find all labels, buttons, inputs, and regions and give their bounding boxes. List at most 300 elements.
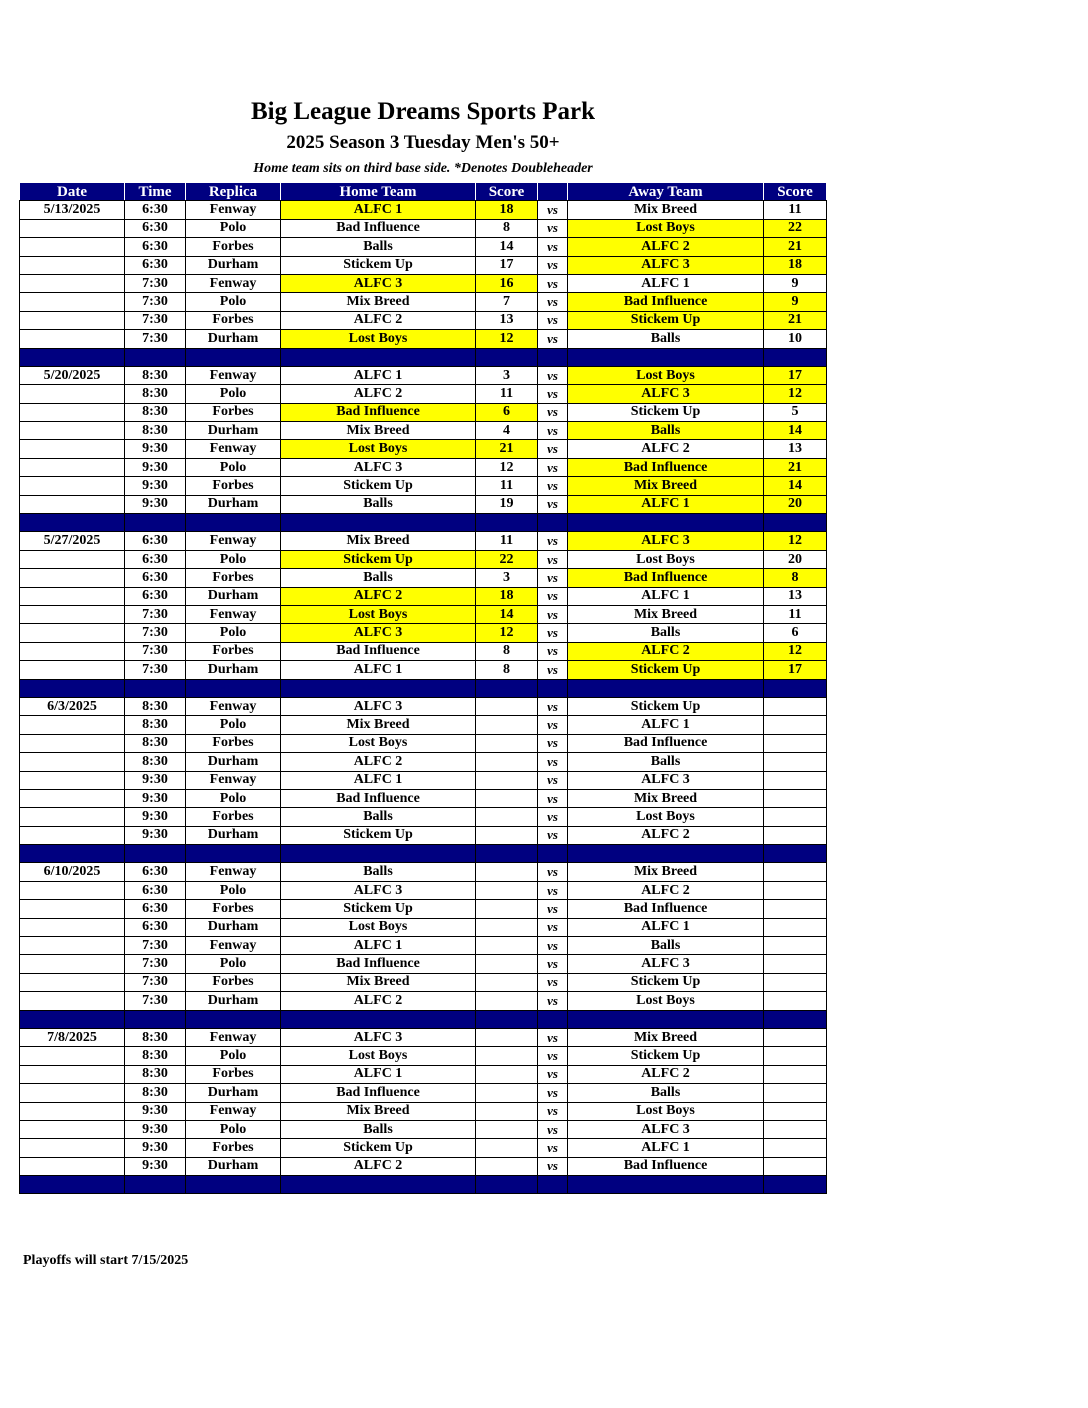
away-team: Mix Breed — [568, 201, 764, 219]
away-team: ALFC 2 — [568, 826, 764, 844]
home-team: Mix Breed — [281, 422, 476, 440]
game-time: 9:30 — [125, 1157, 186, 1175]
game-time: 8:30 — [125, 1047, 186, 1065]
away-team: Lost Boys — [568, 1102, 764, 1120]
vs-label: vs — [538, 458, 568, 476]
separator-cell — [568, 679, 764, 697]
home-team: Balls — [281, 238, 476, 256]
away-team: Balls — [568, 753, 764, 771]
home-score — [476, 808, 538, 826]
separator-cell — [538, 514, 568, 532]
game-date: 6/10/2025 — [20, 863, 125, 881]
away-team: Balls — [568, 330, 764, 348]
game-date — [20, 495, 125, 513]
vs-label: vs — [538, 900, 568, 918]
game-date — [20, 311, 125, 329]
home-score: 7 — [476, 293, 538, 311]
game-date — [20, 826, 125, 844]
game-date — [20, 477, 125, 495]
home-score — [476, 1139, 538, 1157]
game-date: 5/20/2025 — [20, 366, 125, 384]
separator-cell — [20, 679, 125, 697]
game-field: Forbes — [186, 1139, 281, 1157]
col-header-home-team: Home Team — [281, 183, 476, 201]
game-date — [20, 256, 125, 274]
home-score: 22 — [476, 550, 538, 568]
game-field: Fenway — [186, 937, 281, 955]
game-time: 8:30 — [125, 1028, 186, 1046]
game-row — [20, 311, 827, 329]
game-row — [20, 1047, 827, 1065]
away-score: 14 — [764, 477, 827, 495]
col-header-home-score: Score — [476, 183, 538, 201]
game-date — [20, 808, 125, 826]
game-field: Polo — [186, 293, 281, 311]
game-row — [20, 422, 827, 440]
home-score — [476, 918, 538, 936]
vs-label: vs — [538, 293, 568, 311]
col-header-replica: Replica — [186, 183, 281, 201]
away-team: Balls — [568, 422, 764, 440]
vs-label: vs — [538, 550, 568, 568]
game-time: 7:30 — [125, 937, 186, 955]
vs-label: vs — [538, 201, 568, 219]
away-team: Lost Boys — [568, 366, 764, 384]
game-time: 6:30 — [125, 550, 186, 568]
home-team: Lost Boys — [281, 330, 476, 348]
separator-cell — [186, 514, 281, 532]
col-header-away-score: Score — [764, 183, 827, 201]
away-team: Stickem Up — [568, 311, 764, 329]
game-date — [20, 1120, 125, 1138]
separator-cell — [476, 845, 538, 863]
home-team: Mix Breed — [281, 293, 476, 311]
game-time: 9:30 — [125, 771, 186, 789]
home-team: Lost Boys — [281, 1047, 476, 1065]
game-row — [20, 734, 827, 752]
game-row — [20, 385, 827, 403]
home-team: Bad Influence — [281, 219, 476, 237]
away-team: Lost Boys — [568, 808, 764, 826]
home-team: Bad Influence — [281, 789, 476, 807]
home-score — [476, 1028, 538, 1046]
away-team: Stickem Up — [568, 973, 764, 991]
game-field: Forbes — [186, 900, 281, 918]
away-score: 8 — [764, 569, 827, 587]
game-date — [20, 403, 125, 421]
vs-label: vs — [538, 661, 568, 679]
game-row — [20, 440, 827, 458]
away-score — [764, 973, 827, 991]
away-score: 12 — [764, 385, 827, 403]
separator-cell — [125, 1010, 186, 1028]
away-score: 12 — [764, 642, 827, 660]
game-time: 6:30 — [125, 900, 186, 918]
separator-cell — [281, 514, 476, 532]
home-team: Bad Influence — [281, 403, 476, 421]
vs-label: vs — [538, 219, 568, 237]
home-score: 12 — [476, 458, 538, 476]
separator-cell — [538, 1176, 568, 1194]
game-date — [20, 385, 125, 403]
home-score: 11 — [476, 477, 538, 495]
home-team: Mix Breed — [281, 716, 476, 734]
away-team: ALFC 1 — [568, 274, 764, 292]
game-date — [20, 661, 125, 679]
game-row — [20, 1084, 827, 1102]
home-score — [476, 826, 538, 844]
away-team: Balls — [568, 624, 764, 642]
game-row — [20, 1028, 827, 1046]
away-team: Lost Boys — [568, 219, 764, 237]
home-score: 13 — [476, 311, 538, 329]
home-team: ALFC 3 — [281, 274, 476, 292]
game-row — [20, 881, 827, 899]
away-score — [764, 826, 827, 844]
away-team: Stickem Up — [568, 697, 764, 715]
home-score: 8 — [476, 661, 538, 679]
playoffs-note: Playoffs will start 7/15/2025 — [23, 1253, 189, 1268]
separator-cell — [764, 679, 827, 697]
separator-cell — [476, 679, 538, 697]
vs-label: vs — [538, 256, 568, 274]
vs-label: vs — [538, 973, 568, 991]
away-team: ALFC 2 — [568, 881, 764, 899]
home-score — [476, 973, 538, 991]
game-row — [20, 256, 827, 274]
away-score — [764, 753, 827, 771]
game-time: 9:30 — [125, 808, 186, 826]
separator-cell — [281, 1176, 476, 1194]
home-team: ALFC 3 — [281, 624, 476, 642]
game-field: Fenway — [186, 366, 281, 384]
game-row — [20, 808, 827, 826]
game-field: Durham — [186, 992, 281, 1010]
vs-label: vs — [538, 1120, 568, 1138]
separator-cell — [125, 679, 186, 697]
game-field: Fenway — [186, 201, 281, 219]
vs-label: vs — [538, 403, 568, 421]
game-date — [20, 1047, 125, 1065]
separator-cell — [20, 845, 125, 863]
away-team: Mix Breed — [568, 863, 764, 881]
separator-cell — [281, 1010, 476, 1028]
game-date: 7/8/2025 — [20, 1028, 125, 1046]
game-field: Durham — [186, 826, 281, 844]
week-separator — [20, 1176, 827, 1194]
game-date — [20, 569, 125, 587]
game-field: Durham — [186, 330, 281, 348]
game-date — [20, 937, 125, 955]
away-score: 20 — [764, 495, 827, 513]
week-separator — [20, 679, 827, 697]
home-team: ALFC 2 — [281, 385, 476, 403]
home-team: Lost Boys — [281, 734, 476, 752]
home-team: ALFC 1 — [281, 1065, 476, 1083]
home-score: 21 — [476, 440, 538, 458]
game-row — [20, 826, 827, 844]
game-field: Fenway — [186, 697, 281, 715]
home-team: ALFC 2 — [281, 1157, 476, 1175]
away-score: 21 — [764, 311, 827, 329]
home-score: 14 — [476, 238, 538, 256]
away-team: Bad Influence — [568, 900, 764, 918]
game-date — [20, 440, 125, 458]
game-time: 7:30 — [125, 274, 186, 292]
game-field: Durham — [186, 256, 281, 274]
game-row — [20, 569, 827, 587]
game-field: Fenway — [186, 274, 281, 292]
home-score — [476, 1065, 538, 1083]
game-date — [20, 293, 125, 311]
away-team: ALFC 1 — [568, 918, 764, 936]
away-team: Stickem Up — [568, 1047, 764, 1065]
home-team: ALFC 2 — [281, 753, 476, 771]
game-time: 9:30 — [125, 495, 186, 513]
game-date — [20, 753, 125, 771]
game-time: 8:30 — [125, 716, 186, 734]
home-team: ALFC 2 — [281, 587, 476, 605]
away-score: 22 — [764, 219, 827, 237]
home-score: 6 — [476, 403, 538, 421]
game-row — [20, 863, 827, 881]
home-team: Stickem Up — [281, 550, 476, 568]
game-date: 5/27/2025 — [20, 532, 125, 550]
home-score — [476, 789, 538, 807]
home-score: 18 — [476, 201, 538, 219]
vs-label: vs — [538, 771, 568, 789]
separator-cell — [20, 348, 125, 366]
vs-label: vs — [538, 955, 568, 973]
game-field: Fenway — [186, 863, 281, 881]
game-row — [20, 605, 827, 623]
home-team: Stickem Up — [281, 1139, 476, 1157]
game-time: 6:30 — [125, 219, 186, 237]
home-team: ALFC 1 — [281, 937, 476, 955]
away-team: Balls — [568, 1084, 764, 1102]
game-row — [20, 219, 827, 237]
game-row — [20, 1157, 827, 1175]
game-row — [20, 992, 827, 1010]
game-field: Polo — [186, 458, 281, 476]
vs-label: vs — [538, 1139, 568, 1157]
game-time: 8:30 — [125, 422, 186, 440]
away-score: 20 — [764, 550, 827, 568]
game-time: 9:30 — [125, 458, 186, 476]
away-team: Lost Boys — [568, 992, 764, 1010]
separator-cell — [125, 514, 186, 532]
game-time: 7:30 — [125, 330, 186, 348]
vs-label: vs — [538, 1084, 568, 1102]
game-date — [20, 238, 125, 256]
game-field: Fenway — [186, 771, 281, 789]
game-field: Polo — [186, 789, 281, 807]
game-field: Forbes — [186, 238, 281, 256]
away-team: Mix Breed — [568, 605, 764, 623]
away-team: ALFC 1 — [568, 495, 764, 513]
game-field: Polo — [186, 1047, 281, 1065]
away-team: Mix Breed — [568, 789, 764, 807]
away-team: Bad Influence — [568, 734, 764, 752]
away-team: ALFC 3 — [568, 256, 764, 274]
home-team: Stickem Up — [281, 826, 476, 844]
vs-label: vs — [538, 881, 568, 899]
separator-cell — [538, 845, 568, 863]
vs-label: vs — [538, 1102, 568, 1120]
game-field: Fenway — [186, 1102, 281, 1120]
vs-label: vs — [538, 587, 568, 605]
separator-cell — [764, 348, 827, 366]
home-team: ALFC 1 — [281, 201, 476, 219]
game-field: Polo — [186, 550, 281, 568]
home-team: Mix Breed — [281, 532, 476, 550]
separator-cell — [764, 1176, 827, 1194]
home-team: ALFC 1 — [281, 661, 476, 679]
home-team: ALFC 2 — [281, 992, 476, 1010]
home-team: Balls — [281, 495, 476, 513]
away-team: ALFC 2 — [568, 440, 764, 458]
home-team: Mix Breed — [281, 973, 476, 991]
separator-cell — [538, 1010, 568, 1028]
game-date — [20, 973, 125, 991]
game-time: 9:30 — [125, 1102, 186, 1120]
week-separator — [20, 348, 827, 366]
home-score — [476, 697, 538, 715]
home-score — [476, 937, 538, 955]
away-score: 21 — [764, 458, 827, 476]
game-field: Durham — [186, 495, 281, 513]
game-field: Forbes — [186, 642, 281, 660]
away-team: Balls — [568, 937, 764, 955]
game-field: Fenway — [186, 1028, 281, 1046]
away-score — [764, 771, 827, 789]
game-row — [20, 403, 827, 421]
away-score — [764, 937, 827, 955]
separator-cell — [186, 679, 281, 697]
away-team: Mix Breed — [568, 477, 764, 495]
away-score — [764, 697, 827, 715]
away-score: 12 — [764, 532, 827, 550]
away-score: 13 — [764, 587, 827, 605]
away-team: ALFC 3 — [568, 532, 764, 550]
separator-cell — [568, 1176, 764, 1194]
separator-cell — [538, 679, 568, 697]
game-row — [20, 642, 827, 660]
game-field: Polo — [186, 881, 281, 899]
home-score: 19 — [476, 495, 538, 513]
separator-cell — [20, 514, 125, 532]
game-row — [20, 274, 827, 292]
home-team: Balls — [281, 569, 476, 587]
game-row — [20, 550, 827, 568]
away-team: Bad Influence — [568, 1157, 764, 1175]
away-score — [764, 716, 827, 734]
vs-label: vs — [538, 1028, 568, 1046]
home-team: ALFC 1 — [281, 366, 476, 384]
away-score — [764, 863, 827, 881]
game-row — [20, 955, 827, 973]
game-row — [20, 918, 827, 936]
separator-cell — [281, 348, 476, 366]
away-score: 11 — [764, 201, 827, 219]
vs-label: vs — [538, 569, 568, 587]
separator-cell — [281, 679, 476, 697]
away-team: Stickem Up — [568, 403, 764, 421]
away-score: 21 — [764, 238, 827, 256]
game-row — [20, 366, 827, 384]
home-team: ALFC 1 — [281, 771, 476, 789]
game-date — [20, 587, 125, 605]
home-team: ALFC 3 — [281, 697, 476, 715]
game-row — [20, 624, 827, 642]
game-time: 9:30 — [125, 440, 186, 458]
game-time: 7:30 — [125, 642, 186, 660]
game-time: 6:30 — [125, 587, 186, 605]
game-date — [20, 422, 125, 440]
separator-cell — [568, 1010, 764, 1028]
game-field: Forbes — [186, 311, 281, 329]
home-team: Lost Boys — [281, 605, 476, 623]
separator-cell — [125, 1176, 186, 1194]
away-score — [764, 1065, 827, 1083]
game-row — [20, 900, 827, 918]
separator-cell — [476, 348, 538, 366]
game-time: 8:30 — [125, 385, 186, 403]
game-row — [20, 201, 827, 219]
away-team: Bad Influence — [568, 569, 764, 587]
game-field: Forbes — [186, 973, 281, 991]
game-date — [20, 955, 125, 973]
away-score — [764, 955, 827, 973]
vs-label: vs — [538, 642, 568, 660]
game-row — [20, 789, 827, 807]
away-score: 9 — [764, 274, 827, 292]
away-team: Lost Boys — [568, 550, 764, 568]
away-team: ALFC 1 — [568, 716, 764, 734]
separator-cell — [568, 845, 764, 863]
game-date: 6/3/2025 — [20, 697, 125, 715]
away-team: ALFC 1 — [568, 1139, 764, 1157]
game-time: 6:30 — [125, 918, 186, 936]
game-field: Durham — [186, 422, 281, 440]
home-score: 12 — [476, 624, 538, 642]
home-score: 8 — [476, 219, 538, 237]
away-team: ALFC 2 — [568, 1065, 764, 1083]
separator-cell — [125, 845, 186, 863]
game-field: Fenway — [186, 532, 281, 550]
game-time: 8:30 — [125, 1065, 186, 1083]
game-time: 7:30 — [125, 293, 186, 311]
home-team: Balls — [281, 1120, 476, 1138]
game-field: Forbes — [186, 734, 281, 752]
away-score — [764, 1157, 827, 1175]
game-date — [20, 734, 125, 752]
home-team: Balls — [281, 808, 476, 826]
game-time: 7:30 — [125, 605, 186, 623]
col-header-away-team: Away Team — [568, 183, 764, 201]
game-date — [20, 789, 125, 807]
home-team: Stickem Up — [281, 477, 476, 495]
game-field: Fenway — [186, 605, 281, 623]
vs-label: vs — [538, 532, 568, 550]
vs-label: vs — [538, 826, 568, 844]
home-score — [476, 716, 538, 734]
game-time: 9:30 — [125, 826, 186, 844]
away-team: Bad Influence — [568, 293, 764, 311]
away-score: 10 — [764, 330, 827, 348]
game-row — [20, 587, 827, 605]
game-date — [20, 605, 125, 623]
